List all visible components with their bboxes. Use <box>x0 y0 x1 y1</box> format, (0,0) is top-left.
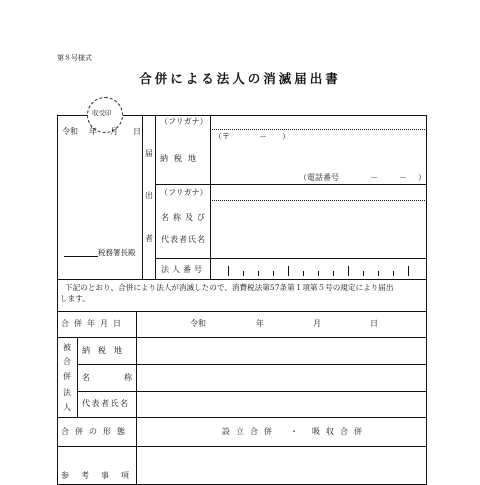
merged-tax-place-input[interactable] <box>137 338 426 363</box>
corp-number-tick <box>288 266 289 276</box>
furigana-label-2: （フリガナ） <box>160 188 208 197</box>
row-line-4 <box>57 417 427 418</box>
corp-number-tick <box>273 271 274 276</box>
merged-corp-char-1: 被 <box>63 343 71 352</box>
phone-label: （電話番号 <box>299 173 339 182</box>
applicant-block-bottom <box>57 279 427 280</box>
postal-close: ） <box>282 132 290 141</box>
merged-rep-input[interactable] <box>137 392 426 416</box>
merger-date-year: 年 <box>256 319 264 328</box>
corp-number-tick <box>363 271 364 276</box>
corp-number-tick <box>258 271 259 276</box>
tax-place-input[interactable] <box>214 142 424 172</box>
receipt-stamp-label: 収受印 <box>92 109 112 117</box>
corp-number-tick <box>393 271 394 276</box>
name-label-line1: 名称及び <box>161 213 209 222</box>
furigana-divider-1 <box>210 129 427 130</box>
merged-corp-char-2: 合 <box>63 357 71 366</box>
corp-number-tick <box>228 266 229 276</box>
reference-input[interactable] <box>137 447 426 480</box>
merger-date-day: 日 <box>370 319 378 328</box>
tax-place-bottom-line <box>155 184 427 185</box>
tax-office-underline[interactable] <box>64 256 98 257</box>
date-day: 日 <box>133 127 141 136</box>
merged-corp-char-4: 法 <box>63 388 71 397</box>
phone-dash-2: － <box>399 173 407 182</box>
form-title: 合併による法人の消滅届出書 <box>139 71 341 86</box>
furigana-label-1: （フリガナ） <box>160 117 208 126</box>
name-label-line2: 代表者氏名 <box>161 235 206 244</box>
todoke-char-1: 届 <box>145 149 153 158</box>
merged-corp-divider <box>77 337 78 417</box>
postal-dash: － <box>259 132 267 141</box>
corp-number-tick <box>333 271 334 276</box>
divider-label-column <box>210 115 211 279</box>
merger-date-input[interactable] <box>137 312 426 336</box>
tax-place-label: 納税地 <box>160 154 202 163</box>
statement-line-1: 下記のとおり、合併により法人が消滅したので、消費税法第57条第１項第５号の規定により届出 <box>65 283 394 292</box>
todoke-char-3: 者 <box>145 234 153 243</box>
merged-rep-label: 代表者氏名 <box>82 399 130 408</box>
reference-label: 参考事項 <box>61 471 141 480</box>
merger-date-month: 月 <box>313 319 321 328</box>
corp-number-tick <box>318 271 319 276</box>
name-input[interactable] <box>214 203 424 255</box>
date-era: 令和 <box>62 127 78 136</box>
merged-tax-place-label: 納税地 <box>82 346 130 355</box>
corp-number-tick <box>243 271 244 276</box>
merger-date-era: 令和 <box>190 319 206 328</box>
tax-office-label: 税務署長殿 <box>98 248 136 257</box>
date-month: 月 <box>110 127 118 136</box>
date-year: 年 <box>89 127 97 136</box>
name-bottom-line <box>155 258 427 259</box>
phone-close: ） <box>418 173 426 182</box>
merged-corp-char-5: 人 <box>63 403 71 412</box>
divider-left-block <box>142 115 143 279</box>
form-number: 第８号様式 <box>57 54 92 62</box>
merged-corp-char-3: 併 <box>63 372 71 381</box>
furigana-divider-2 <box>210 200 427 201</box>
divider-todoke-column <box>155 115 156 279</box>
phone-dash-1: － <box>370 173 378 182</box>
merger-date-label: 合併年月日 <box>61 319 126 328</box>
corp-number-label: 法人番号 <box>161 265 205 274</box>
corp-number-boxes[interactable] <box>228 266 424 276</box>
corp-number-tick <box>303 271 304 276</box>
corp-number-tick <box>378 271 379 276</box>
merger-form-separator: ・ <box>290 427 298 436</box>
postal-prefix: （〒 <box>214 132 230 141</box>
corp-number-tick <box>348 266 349 276</box>
corp-number-tick <box>408 266 409 276</box>
statement-line-2: します。 <box>60 294 90 303</box>
merged-name-input[interactable] <box>137 365 426 390</box>
merged-name-label: 名称 <box>82 373 166 382</box>
todoke-char-2: 出 <box>145 191 153 200</box>
merger-form-option-absorption[interactable]: 吸収合併 <box>312 427 368 436</box>
merger-form-label: 合併の形態 <box>61 427 131 436</box>
merger-form-option-establishment[interactable]: 設立合併 <box>222 427 278 436</box>
